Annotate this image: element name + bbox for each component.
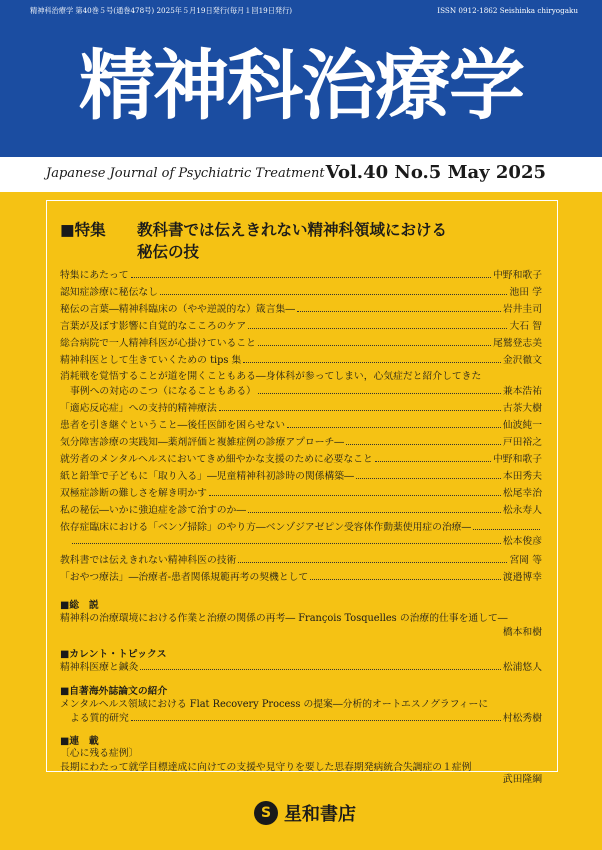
- section-author: 橋本和樹: [502, 627, 542, 638]
- header-band: [0, 0, 602, 157]
- section-line: 精神科の治療環境における作業と治療の関係の再考― François Tosquelles の治療的仕事を通して―: [60, 613, 508, 624]
- issue-line: [30, 6, 578, 20]
- toc-item: 「適応反応症」への支持的精神療法 古茶大樹: [60, 403, 542, 414]
- feature-title-line1: 教科書では伝えきれない精神科領域における: [137, 221, 448, 239]
- english-subtitle: Japanese Journal of Psychiatric Treatment: [46, 166, 325, 181]
- toc-item: 事例への対応のこつ（になることもある） 兼本浩祐: [70, 386, 542, 397]
- toc-item: 総合病院で一人精神科医が心掛けていること 尾鷲登志美: [60, 338, 542, 349]
- section-line: 〔心に残る症例〕: [60, 748, 139, 759]
- toc-item: 言葉が及ぼす影響に自覚的なこころのケア 大石 智: [60, 321, 542, 332]
- toc-item-line: 消耗戦を覚悟することが道を開くこともある―身体科が参ってしまい，心気症だと紹介してきた: [60, 371, 482, 382]
- feature-label: ■特集: [60, 221, 106, 239]
- publisher-mark-icon: S: [254, 801, 278, 825]
- toc-item: 精神科医療と鍼灸 松浦悠人: [60, 662, 542, 673]
- feature-title-line2: 秘伝の技: [137, 243, 200, 261]
- publisher-name: 星和書店: [284, 804, 356, 825]
- toc-item: 特集にあたって 中野和歌子: [60, 270, 542, 281]
- toc-item: 患者を引き継ぐということ―後任医師を困らせない 仙波純一: [60, 420, 542, 431]
- subtitle-band: [0, 157, 602, 192]
- volume-info: Vol.40 No.5 May 2025: [325, 162, 546, 183]
- toc-item: 紙と鉛筆で子どもに「取り入る」―児童精神科初診時の関係構築― 本田秀夫: [60, 471, 542, 482]
- toc-item: 教科書では伝えきれない精神科医の技術 宮岡 等: [60, 555, 542, 566]
- toc-item: 私の秘伝―いかに強迫症を診て治すのか― 松永寿人: [60, 505, 542, 516]
- toc-item: 双極症診断の難しさを解き明かす 松尾幸治: [60, 488, 542, 499]
- section-line: メンタルヘルス領域における Flat Recovery Process の提案―分析的オートエスノグラフィーに: [60, 699, 489, 710]
- toc-item: よる質的研究 村松秀樹: [70, 713, 542, 724]
- section-heading-overseas: ■自著海外誌論文の紹介: [60, 686, 168, 697]
- toc-item: 松本俊彦: [70, 534, 542, 550]
- toc-item: 認知症診療に秘伝なし 池田 学: [60, 287, 542, 298]
- toc-item: 精神科医として生きていくための tips 集 金沢徹文: [60, 355, 542, 366]
- section-heading-review: ■総 説: [60, 600, 99, 611]
- toc-item: 依存症臨床における「ベンゾ掃除」のやり方―ベンゾジアゼピン受容体作動薬使用症の治療―: [60, 520, 542, 536]
- journal-title: 精神科治療学: [79, 41, 523, 130]
- section-author: 武田隆綱: [502, 774, 542, 785]
- toc-item: 気分障害診療の実践知―薬剤評価と複雑症例の診療アプローチ― 戸田裕之: [60, 437, 542, 448]
- publisher-logo: [254, 800, 356, 826]
- issue-info: 精神科治療学 第40巻５号(通巻478号) 2025年５月19日発行(毎月１回19日発行): [30, 6, 293, 15]
- section-line: 長期にわたって就学目標達成に向けての支援や見守りを要した思春期発病統合失調症の１症例: [60, 762, 472, 773]
- toc-item: 秘伝の言葉―精神科臨床の（やや逆説的な）箴言集― 岩井圭司: [60, 304, 542, 315]
- issn: ISSN 0912-1862 Seishinka chiryogaku: [437, 6, 578, 15]
- toc-item: 就労者のメンタルヘルスにおいてきめ細やかな支援のために必要なこと 中野和歌子: [60, 454, 542, 465]
- section-heading-topics: ■カレント・トピックス: [60, 649, 167, 660]
- section-heading-serial: ■連 載: [60, 736, 99, 747]
- toc-item: 「おやつ療法」―治療者-患者関係規範再考の契機として 渡邉博幸: [60, 572, 542, 583]
